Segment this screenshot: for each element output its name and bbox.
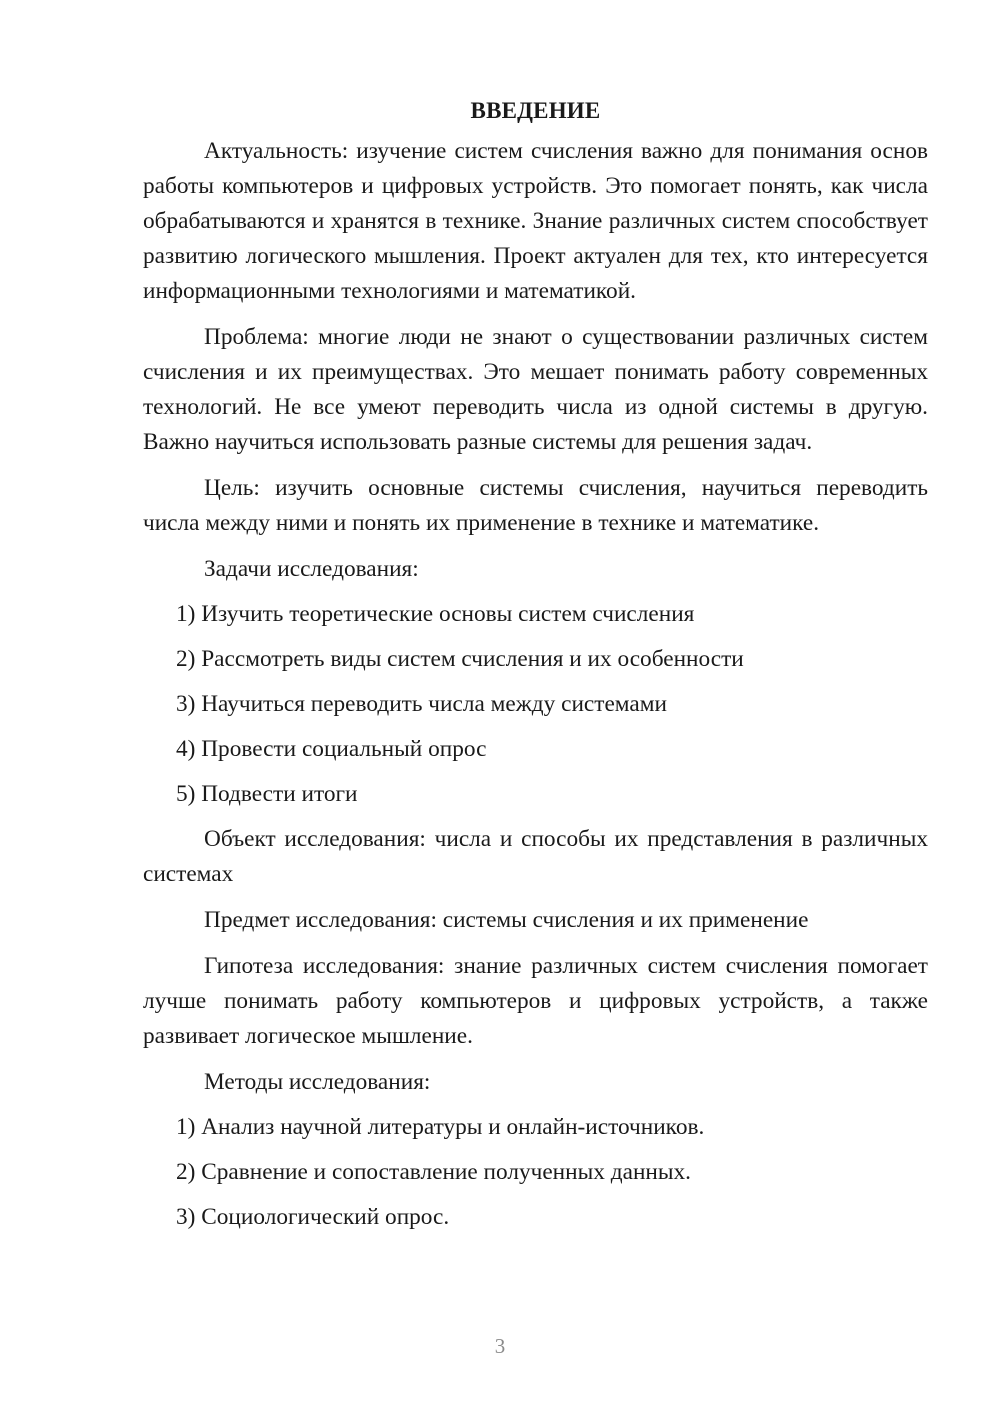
task-item-3: 3) Научиться переводить числа между системами [176, 691, 667, 717]
methods-list [143, 1110, 928, 1235]
hypothesis-paragraph: Гипотеза исследования: знание различных систем счисления помогает лучше понимать работу компьютеров и цифровых устройств, а также развивает логическое мышление. [143, 953, 928, 1049]
page-number: 3 [494, 1334, 506, 1358]
section-heading: ВВЕДЕНИЕ [470, 98, 601, 123]
subject-paragraph: Предмет исследования: системы счисления и их применение [204, 907, 809, 933]
tasks-title: Задачи исследования: [204, 556, 419, 582]
tasks-list [143, 597, 928, 812]
relevance-paragraph: Актуальность: изучение систем счисления важно для понимания основ работы компьютеров и цифровых устройств. Это помогает понять, как числа обрабатываются и хранятся в технике. Знание различных систем способствует развитию логического мышления. Проект актуален для тех, кто интересуется информационными технологиями и математикой. [143, 138, 928, 304]
method-item-2: 2) Сравнение и сопоставление полученных данных. [176, 1159, 691, 1185]
task-item-2: 2) Рассмотреть виды систем счисления и их особенности [176, 646, 744, 672]
task-item-5: 5) Подвести итоги [176, 781, 358, 807]
method-item-1: 1) Анализ научной литературы и онлайн-источников. [176, 1114, 705, 1140]
task-item-1: 1) Изучить теоретические основы систем счисления [176, 601, 695, 627]
object-paragraph: Объект исследования: числа и способы их представления в различных системах [143, 826, 928, 887]
page-content [143, 93, 928, 1235]
goal-paragraph: Цель: изучить основные системы счисления, научиться переводить числа между ними и понять их применение в технике и математике. [143, 475, 928, 536]
problem-paragraph: Проблема: многие люди не знают о существовании различных систем счисления и их преимуществах. Это мешает понимать работу современных технологий. Не все умеют переводить числа из одной системы в другую. Важно научиться использовать разные системы для решения задач. [143, 324, 928, 455]
method-item-3: 3) Социологический опрос. [176, 1204, 450, 1230]
methods-title: Методы исследования: [204, 1069, 431, 1095]
task-item-4: 4) Провести социальный опрос [176, 736, 487, 762]
